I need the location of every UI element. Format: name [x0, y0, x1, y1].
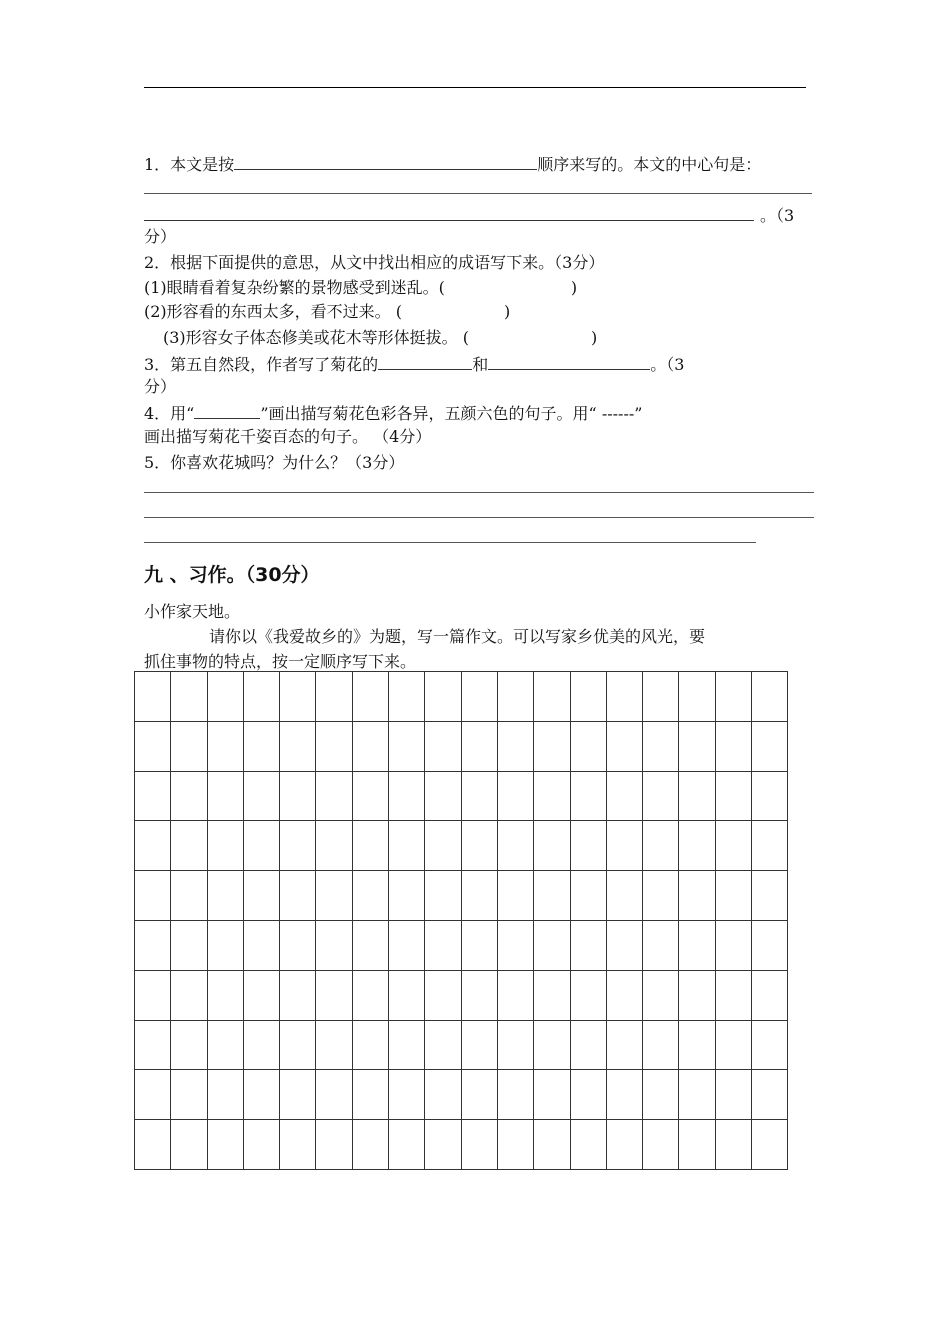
- grid-cell[interactable]: [643, 1020, 679, 1070]
- grid-cell[interactable]: [425, 920, 461, 970]
- grid-cell[interactable]: [207, 1070, 243, 1120]
- grid-cell[interactable]: [280, 1070, 316, 1120]
- grid-cell[interactable]: [316, 920, 352, 970]
- grid-cell[interactable]: [425, 1070, 461, 1120]
- grid-cell[interactable]: [135, 1070, 171, 1120]
- grid-cell[interactable]: [171, 1020, 207, 1070]
- grid-cell[interactable]: [497, 1070, 533, 1120]
- grid-cell[interactable]: [135, 970, 171, 1020]
- grid-cell[interactable]: [171, 1120, 207, 1170]
- q3-and: 和: [472, 355, 489, 374]
- grid-cell[interactable]: [643, 821, 679, 871]
- grid-cell[interactable]: [280, 970, 316, 1020]
- grid-row: [135, 672, 788, 722]
- grid-cell[interactable]: [497, 1020, 533, 1070]
- grid-cell[interactable]: [243, 771, 279, 821]
- grid-cell[interactable]: [570, 1120, 606, 1170]
- section-9-instruction-2: 抓住事物的特点，按一定顺序写下来。: [144, 652, 417, 671]
- q5-answer-line-1[interactable]: [144, 492, 814, 493]
- grid-cell[interactable]: [679, 1070, 715, 1120]
- q3-end: 。（3: [650, 355, 685, 374]
- grid-cell[interactable]: [280, 721, 316, 771]
- grid-cell[interactable]: [643, 771, 679, 821]
- grid-cell[interactable]: [171, 1070, 207, 1120]
- grid-cell[interactable]: [534, 1070, 570, 1120]
- grid-cell[interactable]: [752, 1070, 788, 1120]
- q4-line2: 画出描写菊花千姿百态的句子。 （4分）: [144, 427, 432, 446]
- grid-cell[interactable]: [171, 871, 207, 921]
- grid-cell[interactable]: [352, 970, 388, 1020]
- grid-cell[interactable]: [389, 1020, 425, 1070]
- grid-cell[interactable]: [243, 672, 279, 722]
- grid-cell[interactable]: [425, 1120, 461, 1170]
- q1-line1: [144, 153, 761, 175]
- q3-blank-2[interactable]: [488, 353, 650, 370]
- grid-cell[interactable]: [606, 871, 642, 921]
- grid-cell[interactable]: [207, 1020, 243, 1070]
- grid-cell[interactable]: [316, 721, 352, 771]
- grid-cell[interactable]: [280, 1120, 316, 1170]
- grid-cell[interactable]: [570, 871, 606, 921]
- grid-cell[interactable]: [135, 871, 171, 921]
- grid-cell[interactable]: [715, 871, 751, 921]
- grid-cell[interactable]: [425, 721, 461, 771]
- q4-line1: [144, 402, 642, 424]
- writing-grid: [134, 671, 788, 1170]
- grid-cell[interactable]: [606, 920, 642, 970]
- grid-cell[interactable]: [243, 1120, 279, 1170]
- grid-cell[interactable]: [715, 1070, 751, 1120]
- grid-cell[interactable]: [352, 920, 388, 970]
- grid-cell[interactable]: [534, 821, 570, 871]
- grid-cell[interactable]: [425, 821, 461, 871]
- grid-cell[interactable]: [679, 1020, 715, 1070]
- grid-row: [135, 771, 788, 821]
- grid-cell[interactable]: [316, 771, 352, 821]
- grid-cell[interactable]: [389, 771, 425, 821]
- grid-cell[interactable]: [461, 771, 497, 821]
- grid-cell[interactable]: [280, 1020, 316, 1070]
- grid-cell[interactable]: [207, 821, 243, 871]
- grid-row: [135, 721, 788, 771]
- grid-cell[interactable]: [643, 920, 679, 970]
- grid-cell[interactable]: [461, 871, 497, 921]
- grid-cell[interactable]: [534, 1120, 570, 1170]
- q4-part1: 4．用“: [144, 404, 195, 423]
- grid-cell[interactable]: [715, 771, 751, 821]
- q3-line1: [144, 353, 684, 375]
- grid-cell[interactable]: [280, 672, 316, 722]
- grid-cell[interactable]: [606, 1070, 642, 1120]
- grid-cell[interactable]: [389, 721, 425, 771]
- grid-cell[interactable]: [752, 1120, 788, 1170]
- grid-cell[interactable]: [207, 970, 243, 1020]
- q1-answer-line-2[interactable]: [144, 204, 754, 221]
- grid-cell[interactable]: [679, 821, 715, 871]
- grid-cell[interactable]: [243, 871, 279, 921]
- grid-cell[interactable]: [389, 970, 425, 1020]
- grid-cell[interactable]: [171, 721, 207, 771]
- grid-cell[interactable]: [352, 1120, 388, 1170]
- grid-cell[interactable]: [461, 1070, 497, 1120]
- q2-item-2: [144, 302, 510, 322]
- grid-cell[interactable]: [425, 1020, 461, 1070]
- grid-cell[interactable]: [135, 920, 171, 970]
- q2-item-2-close: ): [504, 302, 511, 321]
- grid-cell[interactable]: [280, 920, 316, 970]
- grid-cell[interactable]: [752, 920, 788, 970]
- grid-cell[interactable]: [752, 970, 788, 1020]
- grid-cell[interactable]: [389, 821, 425, 871]
- grid-cell[interactable]: [715, 672, 751, 722]
- grid-cell[interactable]: [207, 920, 243, 970]
- grid-cell[interactable]: [606, 1020, 642, 1070]
- grid-cell[interactable]: [389, 920, 425, 970]
- grid-cell[interactable]: [352, 1020, 388, 1070]
- grid-cell[interactable]: [280, 871, 316, 921]
- grid-cell[interactable]: [135, 771, 171, 821]
- grid-row: [135, 920, 788, 970]
- grid-cell[interactable]: [497, 1120, 533, 1170]
- grid-cell[interactable]: [135, 721, 171, 771]
- grid-cell[interactable]: [715, 721, 751, 771]
- grid-cell[interactable]: [715, 1020, 751, 1070]
- grid-cell[interactable]: [316, 821, 352, 871]
- grid-cell[interactable]: [752, 1020, 788, 1070]
- grid-cell[interactable]: [534, 871, 570, 921]
- grid-cell[interactable]: [497, 821, 533, 871]
- grid-cell[interactable]: [643, 672, 679, 722]
- grid-cell[interactable]: [570, 920, 606, 970]
- grid-cell[interactable]: [534, 721, 570, 771]
- grid-cell[interactable]: [606, 821, 642, 871]
- grid-cell[interactable]: [679, 1120, 715, 1170]
- grid-cell[interactable]: [207, 672, 243, 722]
- grid-cell[interactable]: [752, 871, 788, 921]
- grid-cell[interactable]: [425, 970, 461, 1020]
- grid-cell[interactable]: [135, 1020, 171, 1070]
- grid-cell[interactable]: [280, 771, 316, 821]
- q2-item-3-text: (3)形容女子体态修美或花木等形体挺拔。 (: [163, 328, 469, 347]
- grid-cell[interactable]: [352, 821, 388, 871]
- section-9-heading: 九 、习作。（30分）: [144, 564, 320, 586]
- grid-cell[interactable]: [316, 1120, 352, 1170]
- grid-cell[interactable]: [461, 970, 497, 1020]
- grid-cell[interactable]: [316, 871, 352, 921]
- grid-cell[interactable]: [752, 721, 788, 771]
- grid-cell[interactable]: [243, 970, 279, 1020]
- grid-cell[interactable]: [316, 1070, 352, 1120]
- grid-cell[interactable]: [352, 672, 388, 722]
- q1-line3: [144, 204, 794, 226]
- grid-cell[interactable]: [534, 970, 570, 1020]
- q1-score-tail: 分）: [144, 227, 177, 246]
- grid-cell[interactable]: [352, 721, 388, 771]
- grid-cell[interactable]: [643, 721, 679, 771]
- grid-row: [135, 821, 788, 871]
- grid-cell[interactable]: [752, 771, 788, 821]
- q3-prefix: 3．第五自然段，作者写了菊花的: [144, 355, 379, 374]
- grid-cell[interactable]: [497, 672, 533, 722]
- q2-item-3: [163, 328, 597, 348]
- grid-cell[interactable]: [171, 821, 207, 871]
- grid-cell[interactable]: [207, 771, 243, 821]
- q2-prompt: 2．根据下面提供的意思，从文中找出相应的成语写下来。（3分）: [144, 253, 605, 272]
- q5-answer-line-2[interactable]: [144, 517, 814, 518]
- grid-cell[interactable]: [425, 771, 461, 821]
- q2-item-1: [144, 278, 577, 298]
- grid-cell[interactable]: [752, 672, 788, 722]
- grid-cell[interactable]: [243, 821, 279, 871]
- grid-cell[interactable]: [461, 721, 497, 771]
- grid-cell[interactable]: [389, 871, 425, 921]
- grid-cell[interactable]: [316, 672, 352, 722]
- grid-row: [135, 1020, 788, 1070]
- grid-cell[interactable]: [643, 871, 679, 921]
- grid-cell[interactable]: [606, 771, 642, 821]
- grid-cell[interactable]: [280, 821, 316, 871]
- grid-cell[interactable]: [570, 1070, 606, 1120]
- grid-cell[interactable]: [497, 920, 533, 970]
- grid-cell[interactable]: [570, 672, 606, 722]
- grid-cell[interactable]: [606, 672, 642, 722]
- grid-cell[interactable]: [679, 672, 715, 722]
- header-rule: [144, 87, 806, 88]
- grid-cell[interactable]: [570, 1020, 606, 1070]
- grid-cell[interactable]: [570, 771, 606, 821]
- grid-cell[interactable]: [461, 821, 497, 871]
- q5-prompt: 5．你喜欢花城吗？为什么？（3分）: [144, 453, 405, 472]
- grid-cell[interactable]: [570, 970, 606, 1020]
- q2-item-2-text: (2)形容看的东西太多，看不过来。 (: [144, 302, 402, 321]
- q4-underline-sample: [194, 402, 260, 419]
- grid-cell[interactable]: [643, 970, 679, 1020]
- grid-cell[interactable]: [534, 1020, 570, 1070]
- grid-row: [135, 871, 788, 921]
- grid-cell[interactable]: [352, 771, 388, 821]
- grid-cell[interactable]: [243, 721, 279, 771]
- q1-answer-line-1[interactable]: [144, 193, 812, 194]
- q1-prefix: 1．本文是按: [144, 155, 235, 174]
- grid-cell[interactable]: [679, 970, 715, 1020]
- grid-cell[interactable]: [497, 871, 533, 921]
- grid-cell[interactable]: [461, 1020, 497, 1070]
- grid-cell[interactable]: [135, 1120, 171, 1170]
- grid-cell[interactable]: [316, 970, 352, 1020]
- grid-cell[interactable]: [316, 1020, 352, 1070]
- grid-cell[interactable]: [171, 672, 207, 722]
- grid-cell[interactable]: [389, 1070, 425, 1120]
- grid-cell[interactable]: [497, 721, 533, 771]
- q3-score-tail: 分）: [144, 377, 177, 396]
- grid-cell[interactable]: [461, 1120, 497, 1170]
- grid-cell[interactable]: [643, 1070, 679, 1120]
- q2-item-3-close: ): [591, 328, 598, 347]
- grid-cell[interactable]: [715, 920, 751, 970]
- grid-cell[interactable]: [534, 771, 570, 821]
- grid-cell[interactable]: [171, 970, 207, 1020]
- grid-cell[interactable]: [570, 721, 606, 771]
- grid-cell[interactable]: [243, 1070, 279, 1120]
- grid-cell[interactable]: [570, 821, 606, 871]
- grid-cell[interactable]: [352, 1070, 388, 1120]
- grid-cell[interactable]: [497, 771, 533, 821]
- grid-cell[interactable]: [679, 721, 715, 771]
- grid-cell[interactable]: [171, 771, 207, 821]
- q4-part2: ”画出描写菊花色彩各异，五颜六色的句子。用“ ------”: [260, 404, 643, 423]
- grid-cell[interactable]: [425, 871, 461, 921]
- grid-cell[interactable]: [715, 821, 751, 871]
- grid-cell[interactable]: [679, 771, 715, 821]
- grid-cell[interactable]: [461, 672, 497, 722]
- q1-middle: 顺序来写的。本文的中心句是：: [537, 155, 762, 174]
- grid-cell[interactable]: [752, 821, 788, 871]
- q3-blank-1[interactable]: [378, 353, 472, 370]
- grid-cell[interactable]: [171, 920, 207, 970]
- grid-cell[interactable]: [715, 970, 751, 1020]
- grid-cell[interactable]: [243, 1020, 279, 1070]
- grid-cell[interactable]: [135, 821, 171, 871]
- grid-cell[interactable]: [425, 672, 461, 722]
- grid-cell[interactable]: [497, 970, 533, 1020]
- grid-cell[interactable]: [534, 672, 570, 722]
- q2-item-1-text: (1)眼睛看着复杂纷繁的景物感受到迷乱。(: [144, 278, 445, 297]
- grid-cell[interactable]: [207, 721, 243, 771]
- grid-cell[interactable]: [534, 920, 570, 970]
- section-9-subtitle: 小作家天地。: [144, 602, 241, 621]
- grid-cell[interactable]: [389, 672, 425, 722]
- grid-row: [135, 1120, 788, 1170]
- grid-cell[interactable]: [679, 871, 715, 921]
- grid-cell[interactable]: [606, 970, 642, 1020]
- grid-row: [135, 1070, 788, 1120]
- grid-cell[interactable]: [352, 871, 388, 921]
- q5-answer-line-3[interactable]: [144, 542, 756, 543]
- q1-blank-order[interactable]: [234, 153, 537, 170]
- grid-cell[interactable]: [643, 1120, 679, 1170]
- q2-item-1-close: ): [570, 278, 578, 297]
- grid-cell[interactable]: [243, 920, 279, 970]
- grid-cell[interactable]: [461, 920, 497, 970]
- grid-cell[interactable]: [606, 1120, 642, 1170]
- q1-end: 。（3: [760, 206, 795, 225]
- grid-cell[interactable]: [679, 920, 715, 970]
- grid-cell[interactable]: [207, 871, 243, 921]
- grid-cell[interactable]: [135, 672, 171, 722]
- grid-cell[interactable]: [715, 1120, 751, 1170]
- grid-row: [135, 970, 788, 1020]
- grid-cell[interactable]: [606, 721, 642, 771]
- grid-cell[interactable]: [207, 1120, 243, 1170]
- section-9-instruction-1: 请你以《我爱故乡的》为题，写一篇作文。可以写家乡优美的风光，要: [209, 627, 706, 646]
- grid-cell[interactable]: [389, 1120, 425, 1170]
